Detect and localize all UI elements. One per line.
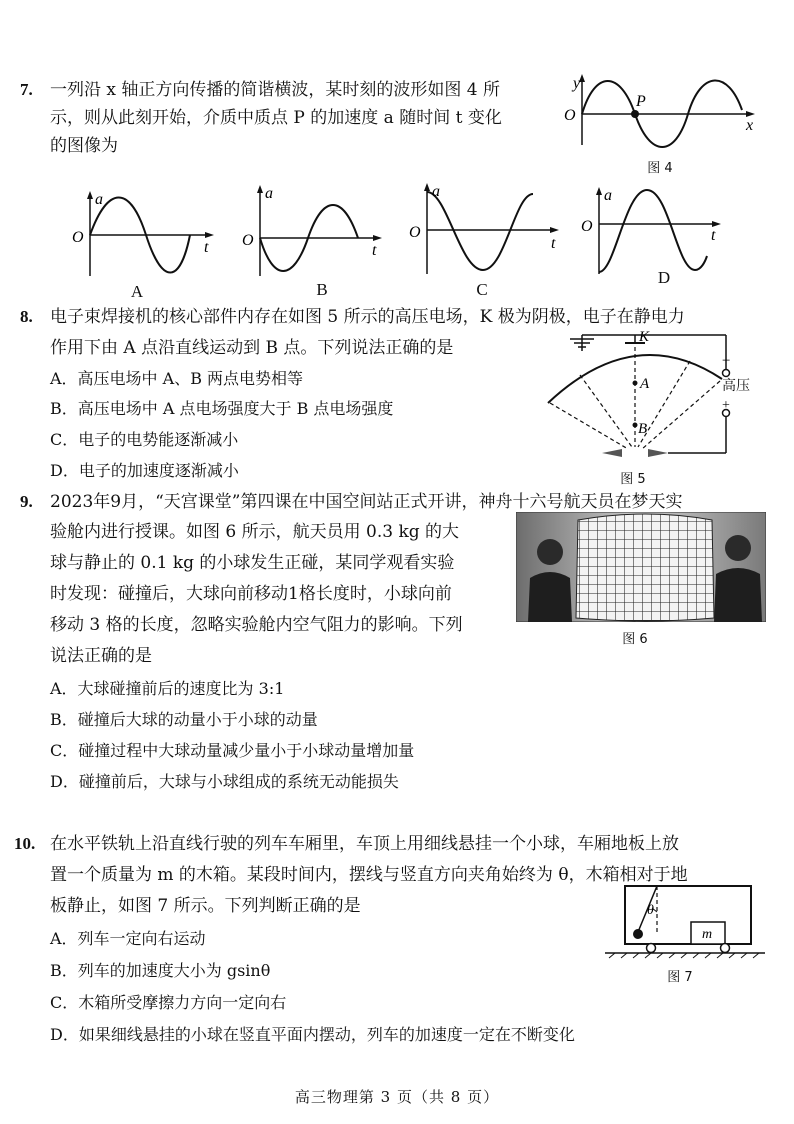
figure-5-field [540,325,765,470]
svg-text:a: a [95,191,103,208]
fig4-point-label: P [636,93,646,110]
q7-number: 7. [20,80,33,99]
q9-line-6: 说法正确的是 [50,646,152,666]
point-p [631,110,639,118]
figure-5-caption: 图 5 [620,472,646,487]
figure-4-caption: 图 4 [647,161,673,176]
graph-option-c [405,180,565,276]
option-c-label: C [476,280,488,299]
svg-text:a: a [432,183,440,200]
svg-text:O: O [72,229,84,246]
q10-option-c: C．木箱所受摩擦力方向一定向右 [50,993,287,1012]
q9-line-3: 球与静止的 0.1 kg 的小球发生正碰，某同学观看实验 [50,553,455,573]
figure-7-caption: 图 7 [667,970,693,985]
q10-option-b: B．列车的加速度大小为 gsinθ [50,961,271,980]
figure-7-train [605,882,765,960]
fig4-origin: O [564,107,576,124]
svg-text:O: O [581,218,593,235]
svg-text:O: O [409,224,421,241]
q9-option-d: D．碰撞前后，大球与小球组成的系统无动能损失 [50,772,399,791]
svg-text:K: K [639,329,650,345]
q9-option-a: A．大球碰撞前后的速度比为 3:1 [50,679,285,698]
q9-number: 9. [20,492,33,511]
svg-text:t: t [711,227,716,244]
q9-line-5: 移动 3 格的长度，忽略实验舱内空气阻力的影响。下列 [50,615,463,635]
svg-text:a: a [604,187,612,204]
fig4-axis-y: y [573,75,581,92]
svg-text:t: t [204,239,209,256]
q8-number: 8. [20,307,33,326]
q10-line-3: 板静止，如图 7 所示。下列判断正确的是 [50,896,361,916]
figure-4-wave [560,70,760,150]
fig4-axis-x: x [746,117,754,134]
q9-line-4: 时发现：碰撞后，大球向前移动1格长度时，小球向前 [50,584,452,604]
svg-text:t: t [372,242,377,259]
svg-text:+: + [722,398,730,413]
svg-text:m: m [702,927,713,942]
q10-number: 10. [14,834,36,853]
q10-option-d: D．如果细线悬挂的小球在竖直平面内摆动，列车的加速度一定在不断变化 [50,1025,575,1044]
page-footer: 高三物理第 3 页（共 8 页） [294,1088,500,1106]
q9-option-c: C．碰撞过程中大球动量减少量小于小球动量增加量 [50,741,415,760]
graph-option-b [238,182,388,278]
svg-text:O: O [242,232,254,249]
svg-text:a: a [265,185,273,202]
svg-text:θ: θ [647,903,654,918]
q7-line-3: 的图像为 [50,136,118,156]
q10-line-1: 在水平铁轨上沿直线行驶的列车车厢里，车顶上用细线悬挂一个小球，车厢地板上放 [50,834,679,854]
q8-line-2: 作用下由 A 点沿直线运动到 B 点。下列说法正确的是 [50,338,454,358]
q8-option-a: A．高压电场中 A、B 两点电势相等 [50,369,304,388]
option-d-label: D [657,268,671,287]
option-a-label: A [130,282,144,301]
q8-option-d: D．电子的加速度逐渐减小 [50,461,239,480]
svg-text:t: t [551,235,556,252]
graph-option-a [68,188,218,278]
svg-text:B: B [638,421,648,437]
q10-option-a: A．列车一定向右运动 [50,929,206,948]
svg-text:A: A [640,376,650,392]
figure-6-caption: 图 6 [622,632,648,647]
q9-option-b: B．碰撞后大球的动量小于小球的动量 [50,710,318,729]
figure-6-photo [516,512,766,622]
q9-line-1: 2023年9月，“天宫课堂”第四课在中国空间站正式开讲，神舟十六号航天员在梦天实 [50,492,683,512]
fig5-hv-label: 高压 [722,378,750,394]
q10-line-2: 置一个质量为 m 的木箱。某段时间内，摆线与竖直方向夹角始终为 θ，木箱相对于地 [50,865,688,885]
q8-option-c: C．电子的电势能逐渐减小 [50,430,239,449]
q8-line-1: 电子束焊接机的核心部件内存在如图 5 所示的高压电场，K 极为阴极，电子在静电力 [50,307,685,327]
q7-line-2: 示，则从此刻开始，介质中质点 P 的加速度 a 随时间 t 变化 [50,108,502,128]
q7-line-1: 一列沿 x 轴正方向传播的简谐横波，某时刻的波形如图 4 所 [50,80,501,100]
option-b-label: B [316,280,328,299]
graph-option-d [577,184,727,276]
q9-line-2: 验舱内进行授课。如图 6 所示，航天员用 0.3 kg 的大 [50,522,460,542]
q8-option-b: B．高压电场中 A 点电场强度大于 B 点电场强度 [50,399,394,418]
svg-text:−: − [722,353,731,369]
